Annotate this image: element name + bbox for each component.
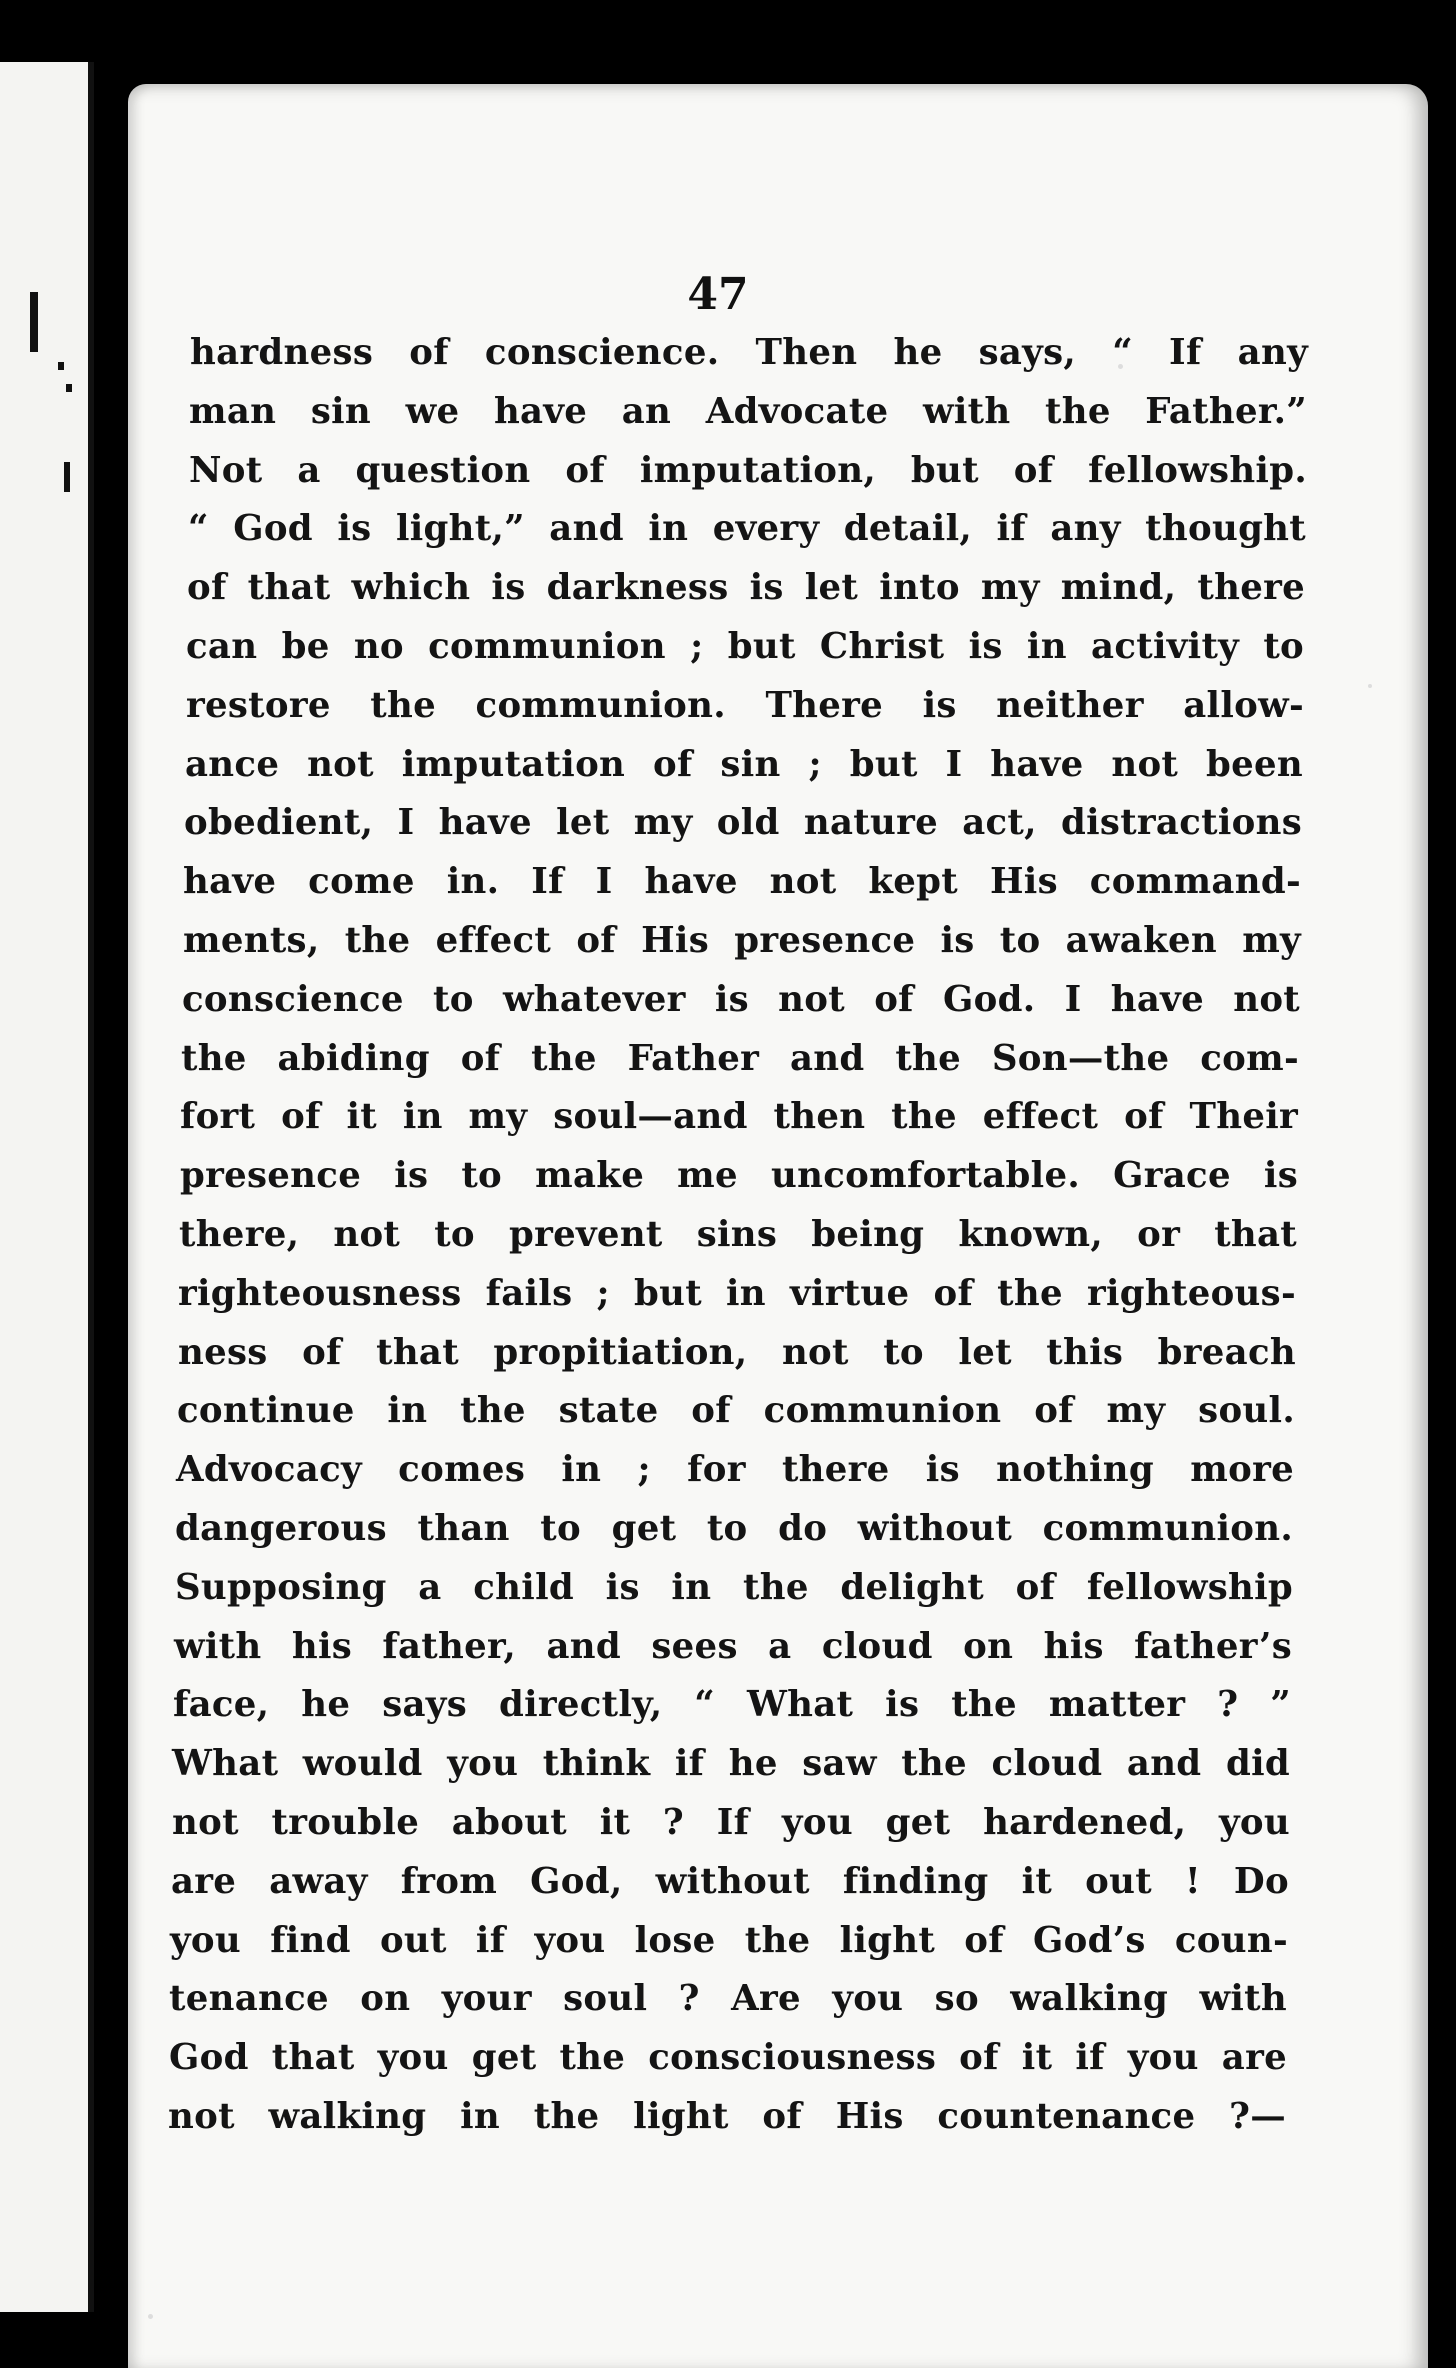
- text-line: you find out if you lose the light of God’s coun-: [170, 1919, 1288, 1961]
- text-line: ments, the effect of His presence is to awaken my: [183, 919, 1301, 961]
- text-line: Advocacy comes in ; for there is nothing more: [176, 1449, 1294, 1491]
- text-line: face, he says directly, “ What is the matter ? ”: [173, 1684, 1291, 1726]
- paper-speck: [148, 2314, 153, 2319]
- text-line: hardness of conscience. Then he says, “ If any: [190, 332, 1308, 373]
- text-line: not trouble about it ? If you get hardened, you: [172, 1801, 1290, 1843]
- text-line: God that you get the consciousness of it if you are: [169, 2037, 1287, 2079]
- text-line: fort of it in my soul—and then the effect of Their: [180, 1096, 1298, 1138]
- text-line: there, not to prevent sins being known, or that: [179, 1213, 1297, 1255]
- previous-page-ink-mark: [58, 362, 64, 370]
- text-line: conscience to whatever is not of God. I have not: [182, 978, 1300, 1020]
- paper-speck: [1368, 684, 1372, 688]
- text-line: are away from God, without finding it out ! Do: [171, 1860, 1289, 1902]
- previous-page-ink-mark: [30, 292, 38, 352]
- text-line: tenance on your soul ? Are you so walking with: [169, 1978, 1287, 2020]
- book-page: [128, 84, 1428, 2368]
- text-line: not walking in the light of His countenance ?—: [168, 2095, 1286, 2137]
- text-line: ance not imputation of sin ; but I have not been: [185, 743, 1303, 785]
- text-line: What would you think if he saw the cloud and did: [172, 1743, 1290, 1785]
- text-line: with his father, and sees a cloud on his father’s: [174, 1625, 1292, 1667]
- text-line: the abiding of the Father and the Son—the com-: [181, 1037, 1299, 1079]
- text-line: have come in. If I have not kept His command-: [183, 861, 1301, 903]
- text-line: “ God is light,” and in every detail, if any thought: [188, 508, 1306, 550]
- text-line: dangerous than to get to do without communion.: [175, 1507, 1293, 1549]
- text-line: can be no communion ; but Christ is in activity to: [186, 625, 1304, 667]
- text-line: Supposing a child is in the delight of fellowship: [175, 1566, 1293, 1608]
- text-line: of that which is darkness is let into my mind, there: [187, 567, 1305, 609]
- text-line: righteousness fails ; but in virtue of the righteous-: [178, 1272, 1296, 1314]
- text-line: obedient, I have let my old nature act, distractions: [184, 802, 1302, 844]
- previous-page-edge: [0, 62, 94, 2312]
- text-line: presence is to make me uncomfortable. Grace is: [180, 1155, 1298, 1197]
- text-line: ness of that propitiation, not to let this breach: [178, 1331, 1296, 1373]
- text-line: restore the communion. There is neither allow-: [186, 684, 1304, 726]
- text-line: Not a question of imputation, but of fellowship.: [189, 449, 1307, 491]
- previous-page-ink-mark: [66, 384, 72, 392]
- text-line: continue in the state of communion of my soul.: [177, 1390, 1295, 1432]
- body-text: [168, 324, 1308, 2147]
- text-line: man sin we have an Advocate with the Father.”: [189, 390, 1307, 432]
- previous-page-ink-mark: [64, 462, 70, 492]
- page-number: 47: [687, 269, 749, 320]
